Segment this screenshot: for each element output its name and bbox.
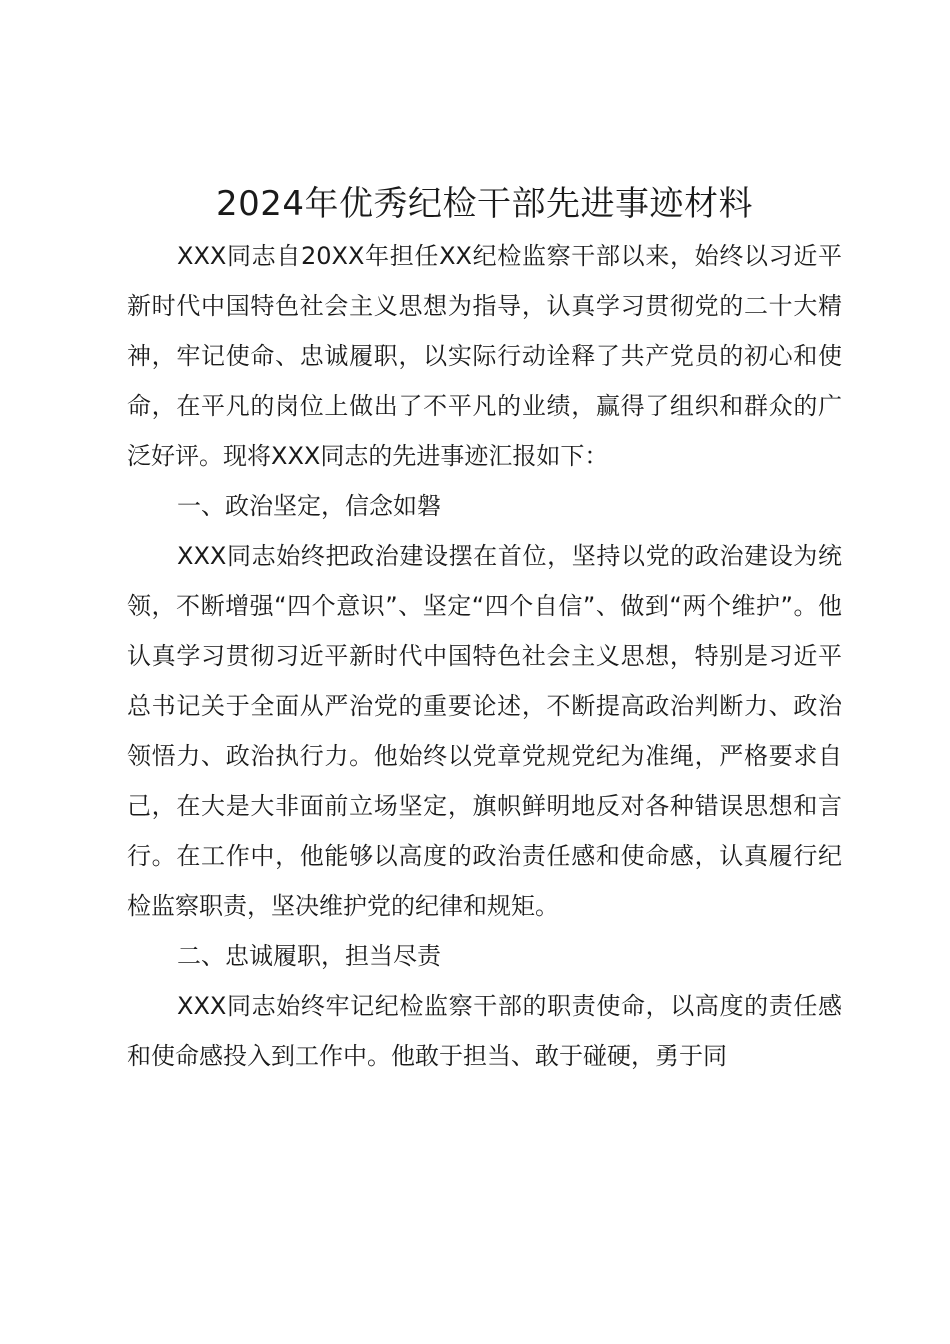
document-title: 2024年优秀纪检干部先进事迹材料 [215,184,754,224]
section-heading-1: 一、政治坚定，信念如磐 [177,492,441,520]
intro-paragraph: XXX同志自20XX年担任XX纪检监察干部以来，始终以习近平新时代中国特色社会主义思想为指导，认真学习贯彻党的二十大精神，牢记使命、忠诚履职，以实际行动诠释了共产党员的初心和使命，在平凡的岗位上做出了不平凡的业绩，赢得了组织和群众的广泛好评。现将XXX同志的先进事迹汇报如下： [127,242,842,470]
document-content [127,178,842,1081]
section-body-1: XXX同志始终把政治建设摆在首位，坚持以党的政治建设为统领，不断增强“四个意识”、坚定“四个自信”、做到“两个维护”。他认真学习贯彻习近平新时代中国特色社会主义思想，特别是习近平总书记关于全面从严治党的重要论述，不断提高政治判断力、政治领悟力、政治执行力。他始终以党章党规党纪为准绳，严格要求自己，在大是大非面前立场坚定，旗帜鲜明地反对各种错误思想和言行。在工作中，他能够以高度的政治责任感和使命感，认真履行纪检监察职责，坚决维护党的纪律和规矩。 [127,542,842,920]
section-heading-2: 二、忠诚履职，担当尽责 [177,942,441,970]
section-body-2: XXX同志始终牢记纪检监察干部的职责使命，以高度的责任感和使命感投入到工作中。他敢于担当、敢于碰硬，勇于同 [127,992,842,1070]
